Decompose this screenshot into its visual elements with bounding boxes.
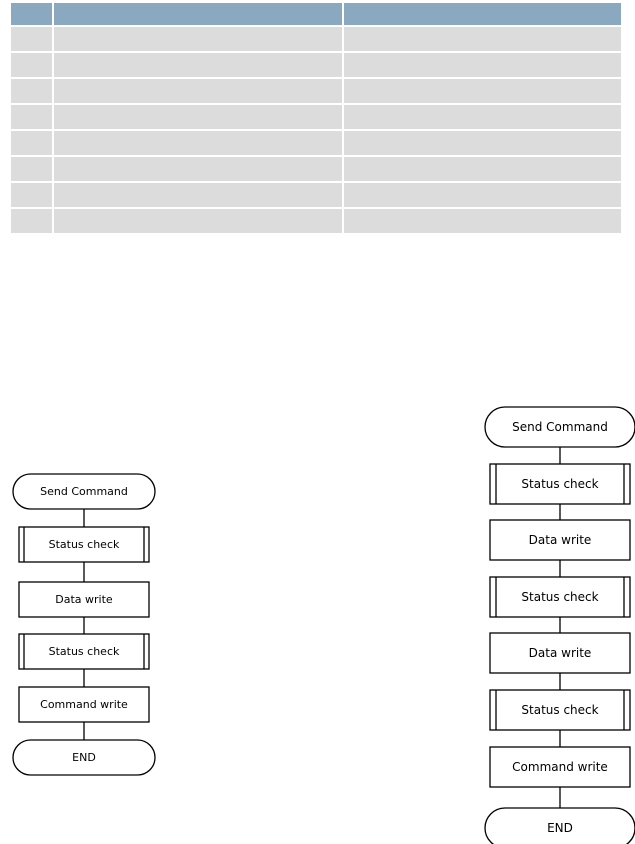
step-end <box>13 740 155 775</box>
step-label: END <box>72 751 96 764</box>
step-label: Data write <box>528 646 592 660</box>
step-label: Command write <box>40 698 128 711</box>
step-label: Send Command <box>512 420 608 434</box>
step-label: END <box>547 821 573 835</box>
step-status-check <box>19 527 149 562</box>
step-send-command <box>485 407 635 447</box>
step-status-check <box>490 690 630 730</box>
step-label: Command write <box>512 760 608 774</box>
step-label: Status check <box>48 538 120 551</box>
step-end <box>485 808 635 844</box>
step-label: Status check <box>521 477 599 491</box>
step-label: Data write <box>55 593 113 606</box>
step-label: Send Command <box>40 485 128 498</box>
flowchart-right <box>485 407 635 844</box>
step-status-check <box>490 577 630 617</box>
step-label: Status check <box>521 703 599 717</box>
step-command-write <box>490 747 630 787</box>
step-data-write <box>19 582 149 617</box>
step-status-check <box>19 634 149 669</box>
step-command-write <box>19 687 149 722</box>
step-label: Status check <box>48 645 120 658</box>
step-label: Data write <box>528 533 592 547</box>
step-send-command <box>13 474 155 509</box>
step-status-check <box>490 464 630 504</box>
step-data-write <box>490 633 630 673</box>
step-data-write <box>490 520 630 560</box>
step-label: Status check <box>521 590 599 604</box>
flowchart-left <box>13 474 155 775</box>
